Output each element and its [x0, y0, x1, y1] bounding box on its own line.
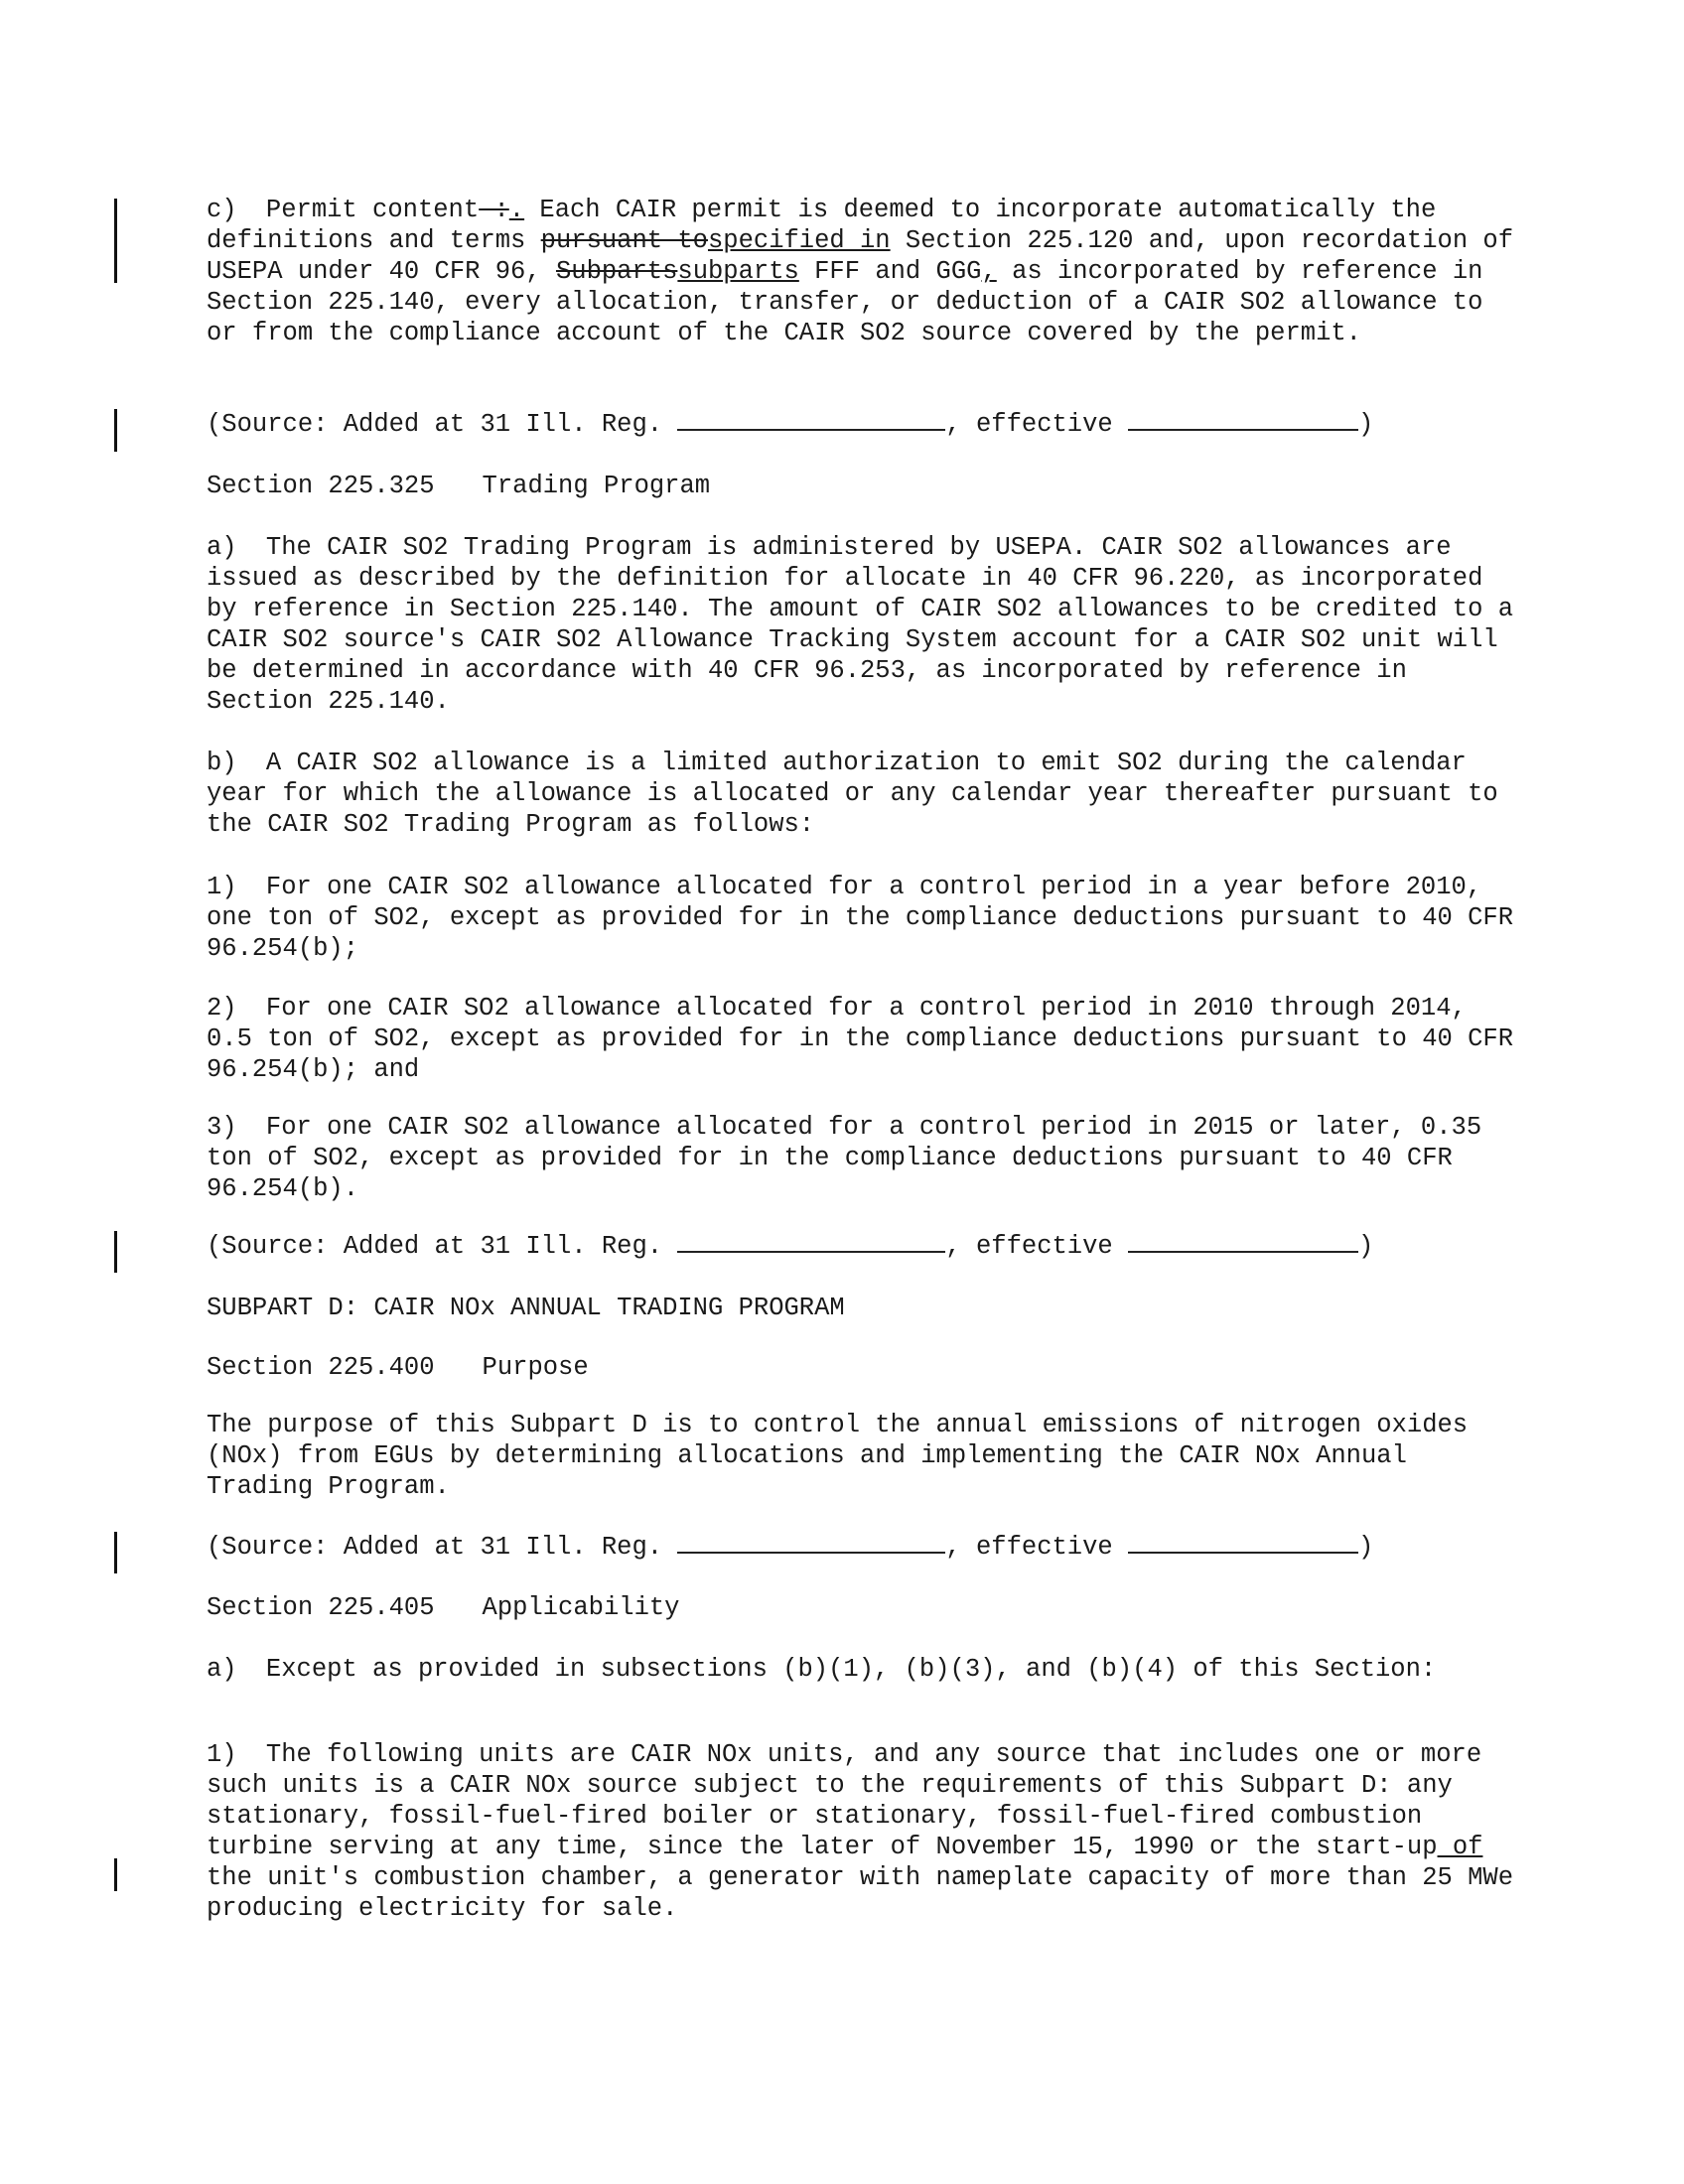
revision-bar — [114, 199, 117, 283]
inserted-text: specified in — [707, 226, 891, 255]
section-title: Trading Program — [482, 472, 711, 500]
subpart-heading: SUBPART D: CAIR NOx ANNUAL TRADING PROGRAM — [207, 1294, 845, 1322]
source-note: (Source: Added at 31 Ill. Reg. , effective ) — [207, 1533, 1374, 1562]
inserted-text: , — [981, 257, 997, 286]
blank-line — [677, 1231, 945, 1253]
section-number: Section 225.400 — [207, 1353, 435, 1382]
source-note: (Source: Added at 31 Ill. Reg. , effective ) — [207, 1232, 1374, 1261]
paragraph-a: a) The CAIR SO2 Trading Program is administered by USEPA. CAIR SO2 allowances are issued as described by the definition for allocate in 40 CFR 96.220, as incorporated by reference in Section 225.140. The amount of CAIR SO2 allowances to be credited to a CAIR SO2 source's CAIR SO2 Allowance Tracking System account for a CAIR SO2 unit will be determined in accordance with 40 CFR 96.253, as incorporated by reference in Section 225.140. — [207, 533, 1514, 716]
section-heading — [207, 1592, 1527, 1623]
section-heading — [207, 1352, 1527, 1383]
paragraph-a: a) Except as provided in subsections (b)(1), (b)(3), and (b)(4) of this Section: — [207, 1655, 1437, 1684]
blank-line — [1128, 1532, 1358, 1554]
section-number: Section 225.325 — [207, 472, 435, 500]
inserted-text: . — [508, 196, 525, 224]
paragraph-b3: 3) For one CAIR SO2 allowance allocated for a control period in 2015 or later, 0.35 ton of SO2, except as provided for in the compliance deductions pursuant to 40 CFR 96.254(b). — [207, 1113, 1482, 1203]
paragraph-b2: 2) For one CAIR SO2 allowance allocated for a control period in 2010 through 2014, 0.5 ton of SO2, except as provided for in the compliance deductions pursuant to 40 CFR 96.254(b); and — [207, 994, 1514, 1084]
inserted-text: of — [1437, 1833, 1483, 1861]
blank-line — [677, 409, 945, 431]
section-heading — [207, 471, 1527, 501]
paragraph-b1: 1) For one CAIR SO2 allowance allocated for a control period in a year before 2010, one ton of SO2, except as provided for in the compliance deductions pursuant to 40 CFR 96.254(b); — [207, 873, 1514, 963]
revision-bar — [114, 1231, 117, 1273]
inserted-text: subparts — [677, 257, 799, 286]
blank-line — [1128, 1231, 1358, 1253]
paragraph-a1: 1) The following units are CAIR NOx units, and any source that includes one or more such units is a CAIR NOx source subject to the requirements of this Subpart D: any stationary, fossil-fuel-fired boiler or stationary, fossil-fuel-fired combustion turbine serving at any time, since the later of November 15, 1990 or the start-up of the unit's combustion chamber, a generator with nameplate capacity of more than 25 MWe producing electricity for sale. — [207, 1740, 1514, 1923]
revision-bar — [114, 409, 117, 452]
paragraph-purpose: The purpose of this Subpart D is to control the annual emissions of nitrogen oxides (NOx) from EGUs by determining allocations and implementing the CAIR NOx Annual Trading Program. — [207, 1411, 1469, 1501]
section-number: Section 225.405 — [207, 1593, 435, 1622]
revision-bar — [114, 1858, 117, 1891]
section-title: Applicability — [482, 1593, 680, 1622]
deleted-text: Subparts — [555, 257, 678, 286]
blank-line — [1128, 409, 1358, 431]
deleted-text: -: — [479, 196, 509, 224]
paragraph-label: c) — [207, 196, 237, 224]
blank-line — [677, 1532, 945, 1554]
source-note: (Source: Added at 31 Ill. Reg. , effective ) — [207, 410, 1374, 439]
deleted-text: pursuant to — [540, 226, 708, 255]
paragraph-b: b) A CAIR SO2 allowance is a limited authorization to emit SO2 during the calendar year for which the allowance is allocated or any calendar year thereafter pursuant to the CAIR SO2 Trading Program as follows: — [207, 749, 1498, 839]
revision-bar — [114, 1532, 117, 1573]
paragraph-c-permit-content: c) Permit content-:. Each CAIR permit is deemed to incorporate automatically the definitions and terms pursuant tospecified in Section 225.120 and, upon recordation of USEPA under 40 CFR 96, Subpartssubparts FFF and GGG, as incorporated by reference in Section 225.140, every allocation, transfer, or deduction of a CAIR SO2 allowance to or from the compliance account of the CAIR SO2 source covered by the permit. — [207, 196, 1514, 347]
section-title: Purpose — [482, 1353, 589, 1382]
